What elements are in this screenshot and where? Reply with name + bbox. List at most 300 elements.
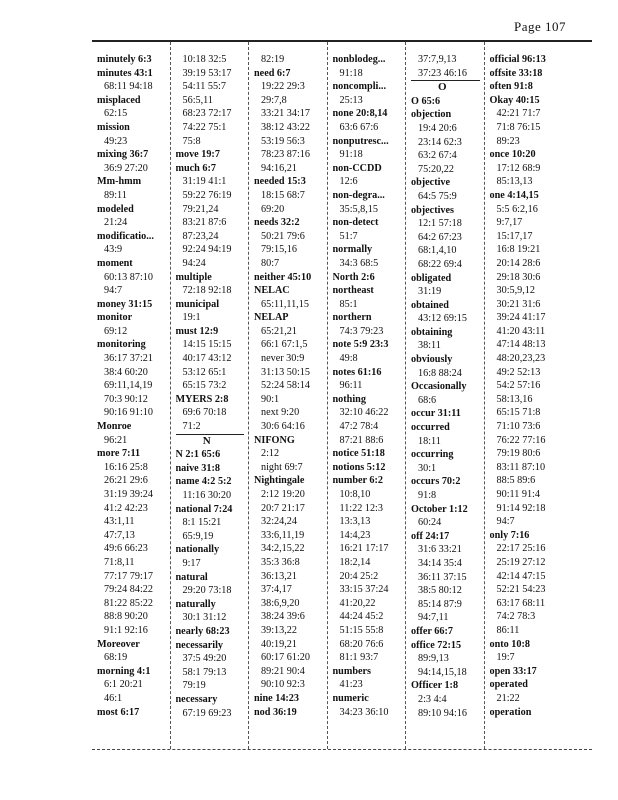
index-entry-refs: 82:19 [261,54,285,65]
index-entry-refs: 37:4,17 [261,584,292,596]
index-entry-word: natural [175,571,208,583]
index-entry-refs: 71:10 73:6 [496,421,541,433]
index-entry-word: Moreover [97,638,140,650]
index-entry-refs: 19:1 [182,312,201,324]
index-entry-refs: 68:1,4,10 [418,245,457,257]
index-entry-refs: 30:21 31:6 [496,298,541,310]
index-entry-refs: 18:2,14 [339,556,371,568]
index-entry-refs: 83:21 87:6 [182,217,227,229]
index-entry-word: O 65:6 [411,95,441,107]
index-entry-refs: 15:17,17 [496,230,533,242]
index-entry-word: more 7:11 [97,448,141,460]
index-entry-word: occurred [411,422,450,434]
index-entry-refs: 33:15 37:24 [339,584,389,596]
index-entry-word: notes 61:16 [332,366,382,378]
index-entry-refs: 11:22 12:3 [339,502,383,514]
index-entry-refs: 75:8 [182,135,201,147]
index-entry-refs: 39:24 41:17 [496,312,546,324]
index-entry-refs: 30:1 [418,462,437,474]
index-entry-refs: 49:6 66:23 [104,543,148,555]
index-columns [92,42,592,749]
index-entry-refs: 74:22 75:1 [182,121,227,133]
index-entry-refs: 68:22 69:4 [418,258,462,270]
index-column [171,42,250,749]
index-entry-refs: 60:24 [418,517,442,529]
index-entry-refs: 79:19 [182,680,206,692]
index-entry-word: onto 10:8 [489,638,530,650]
index-entry-refs: 60:13 87:10 [104,271,153,283]
index-entry-word: morning 4:1 [97,665,151,677]
index-entry-refs: 49:8 [339,353,358,365]
index-entry-word: monitor [97,312,133,324]
index-entry-word: obtained [411,299,449,311]
index-entry-refs: 38:5 80:12 [418,585,462,597]
index-entry-refs: 42:21 71:7 [496,108,541,120]
index-entry-refs: 91:18 [339,149,363,161]
index-entry-refs: 56:5,11 [182,94,213,106]
index-entry-word: off 24:17 [411,530,450,542]
index-entry-word: NIFONG [254,434,295,446]
index-entry-refs: 65:15 73:2 [182,380,227,392]
index-entry-word: mission [97,121,130,133]
index-entry-refs: 68:11 94:18 [104,81,153,93]
index-entry-refs: 80:7 [261,257,280,269]
index-entry-word: needed 15:3 [254,176,306,188]
index-entry-word: normally [332,244,373,256]
index-entry-refs: 25:13 [339,94,363,106]
index-column [406,42,485,749]
index-entry-refs: 2:3 4:4 [418,693,447,705]
index-entry-refs: 39:13,22 [261,624,297,636]
index-entry-word: official 96:13 [489,54,546,65]
index-entry-refs: 94:16,21 [261,162,297,174]
index-entry-refs: 29:18 30:6 [496,271,541,283]
index-entry-refs: 69:6 70:18 [182,407,227,419]
index-entry-word: office 72:15 [411,639,462,651]
index-entry-refs: 38:12 43:22 [261,121,310,133]
index-entry-word: objection [411,109,452,121]
index-entry-word: municipal [175,298,220,310]
index-entry-refs: 31:19 39:24 [104,489,153,500]
index-entry-refs: 40:17 43:12 [182,353,232,365]
index-entry-word: one 4:14,15 [489,189,539,201]
index-entry-refs: 65:11,11,15 [261,298,309,310]
index-entry-word: numbers [332,665,371,677]
index-entry-refs: 86:11 [496,624,520,636]
index-entry-refs: 31:19 [418,286,442,298]
index-entry-refs: 13:3,13 [339,516,371,528]
index-entry-refs: 75:20,22 [418,163,454,175]
index-entry-refs: 34:2,15,22 [261,543,305,555]
index-entry-word: necessarily [175,639,224,651]
index-entry-refs: 2:12 [261,448,280,460]
index-entry-refs: 9:17 [182,557,201,569]
index-entry-word: Mm-hmm [97,176,142,188]
index-entry-refs: 62:15 [104,108,128,120]
index-entry-refs: 74:2 78:3 [496,611,536,623]
index-entry-refs: 43:9 [104,244,123,256]
index-entry-refs: 37:7,9,13 [418,54,457,65]
index-entry-refs: 88:8 90:20 [104,611,148,623]
index-entry-word: N 2:1 65:6 [175,449,221,461]
index-entry-refs: 34:23 36:10 [339,706,389,718]
index-entry-refs: 49:2 52:13 [496,366,541,378]
index-entry-refs: 53:12 65:1 [182,366,227,378]
index-entry-refs: 94:14,15,18 [418,666,467,678]
index-entry-refs: 94:7 [496,516,515,528]
index-entry-word: Officer 1:8 [411,680,459,692]
index-entry-refs: 90:11 91:4 [496,489,540,500]
index-entry-refs: 71:8,11 [104,556,135,568]
index-entry-refs: 38:4 60:20 [104,366,148,378]
index-entry-refs: 9:7,17 [496,217,523,229]
index-entry-refs: 19:22 29:3 [261,81,305,93]
index-entry-word: non-degra... [332,189,385,201]
index-entry-word: northeast [332,285,374,297]
index-entry-refs: 54:2 57:16 [496,380,541,392]
index-entry-refs: 41:20 43:11 [496,325,546,337]
index-entry-word: Occasionally [411,381,467,393]
index-entry-refs: 10:8,10 [339,489,371,500]
index-frame [92,40,592,750]
index-entry-refs: 43:1,11 [104,516,135,528]
index-entry-word: obtaining [411,326,453,338]
index-entry-refs: 63:6 67:6 [339,121,379,133]
index-entry-refs: 81:1 93:7 [339,652,379,664]
index-entry-refs: 11:16 30:20 [182,490,232,501]
index-entry-refs: 85:14 87:9 [418,598,462,610]
index-entry-refs: 68:19 [104,652,128,664]
index-entry-refs: 5:5 6:2,16 [496,203,538,215]
index-entry-refs: 48:20,23,23 [496,353,546,365]
index-entry-refs: 94:24 [182,257,206,269]
index-entry-word: misplaced [97,94,141,106]
index-entry-refs: 36:17 37:21 [104,353,153,365]
index-entry-refs: 70:3 90:12 [104,393,148,405]
index-entry-refs: 43:12 69:15 [418,313,467,325]
index-entry-refs: 36:11 37:15 [418,571,467,583]
index-column [485,42,588,749]
index-entry-refs: 51:7 [339,230,358,242]
index-entry-refs: 74:3 79:23 [339,325,384,337]
index-entry-refs: 12:6 [339,176,358,188]
index-entry-refs: 58:1 79:13 [182,666,227,678]
index-entry-word: note 5:9 23:3 [332,339,389,351]
index-entry-refs: 34:14 35:4 [418,557,462,569]
index-entry-refs: 25:19 27:12 [496,556,546,568]
index-entry-word: often 91:8 [489,81,533,93]
index-entry-refs: 16:21 17:17 [339,543,389,555]
index-entry-refs: 92:24 94:19 [182,244,232,256]
index-entry-refs: 47:2 78:4 [339,421,379,433]
index-entry-word: number 6:2 [332,475,383,487]
index-entry-refs: 41:23 [339,679,363,691]
index-entry-refs: 18:15 68:7 [261,189,305,201]
index-entry-refs: 47:7,13 [104,529,135,541]
index-entry-refs: 69:12 [104,325,128,337]
index-entry-word: non-detect [332,217,379,229]
index-entry-word: NELAC [254,285,290,297]
index-entry-refs: 66:1 67:1,5 [261,339,308,351]
index-entry-refs: 20:7 21:17 [261,502,305,514]
index-entry-refs: 30:5,9,12 [496,285,535,297]
index-entry-refs: 89:10 94:16 [418,707,467,719]
index-entry-refs: 19:7 [496,652,515,664]
index-entry-word: once 10:20 [489,149,536,161]
index-entry-refs: 58:13,16 [496,393,533,405]
index-entry-refs: 37:23 46:16 [418,67,467,79]
index-entry-word: NELAP [254,312,289,324]
index-entry-refs: 71:2 [182,421,201,433]
index-entry-word: only 7:16 [489,529,530,541]
index-entry-refs: never 30:9 [261,353,305,365]
index-entry-word: objectives [411,204,454,216]
index-entry-refs: 96:21 [104,434,128,446]
index-entry-refs: 16:8 19:21 [496,244,541,256]
index-entry-refs: 94:7 [104,285,123,297]
index-entry-refs: 90:16 91:10 [104,407,153,419]
index-entry-refs: 87:21 88:6 [339,434,384,446]
index-entry-refs: 68:6 [418,394,437,406]
index-entry-word: monitoring [97,339,146,351]
index-entry-word: national 7:24 [175,503,233,515]
index-entry-word: necessary [175,693,218,705]
index-entry-word: nine 14:23 [254,692,299,704]
index-entry-refs: 53:19 56:3 [261,135,305,147]
index-entry-refs: 33:6,11,19 [261,529,305,541]
index-entry-word: operation [489,706,532,718]
index-entry-word: occur 31:11 [411,408,461,420]
index-entry-refs: 42:14 47:15 [496,570,546,582]
index-entry-word: objective [411,177,451,189]
index-entry-refs: 96:11 [339,380,363,392]
index-entry-word: nearly 68:23 [175,625,230,637]
index-entry-refs: 38:11 [418,340,441,352]
index-entry-word: nonputresc... [332,135,389,147]
index-entry-word: needs 32:2 [254,217,300,229]
index-entry-refs: 38:24 39:6 [261,611,305,623]
index-entry-refs: 83:11 87:10 [496,461,546,473]
index-entry-word: naturally [175,598,216,610]
index-entry-refs: 36:13,21 [261,570,297,582]
index-entry-refs: 32:10 46:22 [339,407,389,419]
index-entry-refs: 17:12 68:9 [496,162,541,174]
index-entry-refs: 65:9,19 [182,530,214,542]
index-entry-refs: 35:5,8,15 [339,203,378,215]
index-entry-refs: 31:13 50:15 [261,366,310,378]
index-entry-refs: 88:5 89:6 [496,475,536,487]
index-entry-word: name 4:2 5:2 [175,476,232,488]
page-number: Page 107 [513,19,566,34]
index-entry-refs: 63:17 68:11 [496,597,546,609]
index-entry-word: North 2:6 [332,271,375,283]
index-entry-word: obviously [411,354,453,366]
index-entry-word: occurring [411,449,454,461]
index-entry-word: modificatio... [97,230,154,242]
index-entry-refs: 47:14 48:13 [496,339,546,351]
index-entry-refs: 69:11,14,19 [104,380,153,392]
index-entry-word: modeled [97,203,134,215]
index-entry-refs: 49:23 [104,135,128,147]
index-entry-refs: 8:1 15:21 [182,517,222,529]
index-entry-word: money 31:15 [97,298,153,310]
index-entry-refs: 23:14 62:3 [418,136,462,148]
index-entry-refs: 52:21 54:23 [496,584,546,596]
index-entry-refs: 34:3 68:5 [339,257,379,269]
index-entry-refs: 18:11 [418,435,441,447]
index-entry-word: numeric [332,692,369,704]
index-entry-word: occurs 70:2 [411,476,461,488]
index-entry-refs: 87:23,24 [182,230,219,242]
index-entry-refs: 21:24 [104,217,128,229]
index-entry-word: must 12:9 [175,325,219,337]
index-entry-refs: 29:7,8 [261,94,287,106]
index-entry-refs: night 69:7 [261,461,303,473]
index-entry-refs: 16:16 25:8 [104,461,148,473]
index-entry-word: multiple [175,271,212,283]
index-entry-refs: 90:10 92:3 [261,679,305,691]
index-entry-refs: 6:1 20:21 [104,679,143,691]
index-entry-refs: 91:14 92:18 [496,502,546,514]
index-entry-word: mixing 36:7 [97,149,149,161]
index-entry-refs: 52:24 58:14 [261,380,310,392]
index-entry-refs: 91:1 92:16 [104,624,148,636]
index-entry-word: offer 66:7 [411,625,453,637]
index-entry-refs: 72:18 92:18 [182,285,232,297]
index-entry-refs: 59:22 76:19 [182,189,232,201]
index-entry-refs: 14:15 15:15 [182,339,232,351]
index-entry-refs: 29:20 73:18 [182,585,232,597]
index-entry-word: nothing [332,393,366,405]
index-entry-refs: 41:20,22 [339,597,376,609]
index-entry-refs: 10:18 32:5 [182,54,227,65]
index-entry-word: non-CCDD [332,162,382,174]
index-entry-refs: 31:19 41:1 [182,176,227,188]
index-entry-refs: 26:21 29:6 [104,475,148,487]
index-entry-refs: 85:1 [339,298,358,310]
index-entry-word: offsite 33:18 [489,67,543,79]
index-entry-refs: 64:2 67:23 [418,231,462,243]
index-entry-refs: 40:19,21 [261,638,297,650]
index-entry-refs: 20:14 28:6 [496,257,541,269]
index-entry-refs: 2:12 19:20 [261,489,305,500]
index-entry-refs: 77:17 79:17 [104,570,153,582]
index-entry-refs: 71:8 76:15 [496,121,541,133]
index-entry-refs: 91:8 [418,490,437,501]
index-entry-word: Monroe [97,421,132,433]
index-entry-refs: 85:13,13 [496,176,533,188]
index-entry-refs: 31:6 33:21 [418,544,462,556]
index-entry-refs: 12:1 57:18 [418,218,462,230]
index-entry-refs: 22:17 25:16 [496,543,546,555]
index-entry-refs: 89:23 [496,135,520,147]
index-entry-word: Nightingale [254,475,305,487]
index-entry-refs: 30:1 31:12 [182,612,227,624]
index-entry-refs: 69:20 [261,203,285,215]
index-entry-word: obligated [411,272,452,284]
index-entry-refs: 54:11 55:7 [182,81,226,93]
index-entry-refs: 79:24 84:22 [104,584,153,596]
index-entry-refs: 41:2 42:23 [104,502,148,514]
index-entry-word: October 1:12 [411,503,468,515]
index-entry-word: MYERS 2:8 [175,393,229,405]
index-entry-refs: 36:9 27:20 [104,162,148,174]
index-entry-refs: 32:24,24 [261,516,297,528]
index-entry-refs: 30:6 64:16 [261,421,305,433]
index-entry-refs: 20:4 25:2 [339,570,379,582]
index-entry-refs: 78:23 87:16 [261,149,310,161]
index-entry-word: naive 31:8 [175,462,220,474]
index-entry-word: notice 51:18 [332,448,385,460]
index-entry-refs: 68:20 76:6 [339,638,384,650]
index-entry-refs: 91:18 [339,67,363,79]
index-entry-refs: 89:11 [104,189,127,201]
index-entry-refs: 90:1 [261,393,280,405]
index-entry-word: minutely 6:3 [97,54,152,65]
index-entry-refs: 39:19 53:17 [182,67,232,79]
index-entry-refs: 63:2 67:4 [418,150,457,162]
index-entry-refs: 94:7,11 [418,612,449,624]
index-entry-refs: 67:19 69:23 [182,707,232,719]
index-entry-refs: 16:8 88:24 [418,367,462,379]
index-entry-refs: 38:6,9,20 [261,597,300,609]
index-entry-word: nod 36:19 [254,706,297,718]
index-entry-refs: 50:21 79:6 [261,230,305,242]
index-entry-refs: 89:9,13 [418,653,449,665]
index-column [249,42,328,749]
index-entry-refs: next 9:20 [261,407,300,419]
index-entry-word: moment [97,257,133,269]
index-entry-word: most 6:17 [97,706,140,718]
index-entry-word: northern [332,312,372,324]
index-section-letter: O [411,80,480,95]
index-entry-word: nonblodeg... [332,54,386,65]
index-entry-refs: 51:15 55:8 [339,624,384,636]
index-entry-refs: 33:21 34:17 [261,108,310,120]
index-entry-word: operated [489,679,528,691]
index-entry-refs: 14:4,23 [339,529,371,541]
index-entry-refs: 79:21,24 [182,203,219,215]
index-entry-word: neither 45:10 [254,271,312,283]
index-entry-word: minutes 43:1 [97,67,153,79]
index-entry-refs: 44:24 45:2 [339,611,384,623]
index-entry-word: noncompli... [332,81,386,93]
index-entry-word: none 20:8,14 [332,108,388,120]
index-entry-refs: 60:17 61:20 [261,652,310,664]
index-entry-refs: 89:21 90:4 [261,665,305,677]
index-column [92,42,171,749]
index-entry-word: nationally [175,544,220,556]
index-entry-word: open 33:17 [489,665,537,677]
index-entry-refs: 64:5 75:9 [418,190,457,202]
index-section-letter: N [176,434,245,449]
index-entry-word: much 6:7 [175,162,216,174]
index-entry-refs: 35:3 36:8 [261,556,300,568]
index-entry-refs: 79:15,16 [261,244,297,256]
index-entry-refs: 21:22 [496,692,520,704]
index-entry-word: Okay 40:15 [489,94,540,106]
index-entry-refs: 19:4 20:6 [418,122,457,134]
index-entry-refs: 79:19 80:6 [496,448,541,460]
index-entry-refs: 81:22 85:22 [104,597,153,609]
index-entry-refs: 65:15 71:8 [496,407,541,419]
index-entry-word: notions 5:12 [332,461,386,473]
index-entry-refs: 68:23 72:17 [182,108,232,120]
index-entry-word: need 6:7 [254,67,291,79]
index-entry-refs: 76:22 77:16 [496,434,546,446]
index-entry-refs: 65:21,21 [261,325,297,337]
index-entry-word: move 19:7 [175,149,220,161]
